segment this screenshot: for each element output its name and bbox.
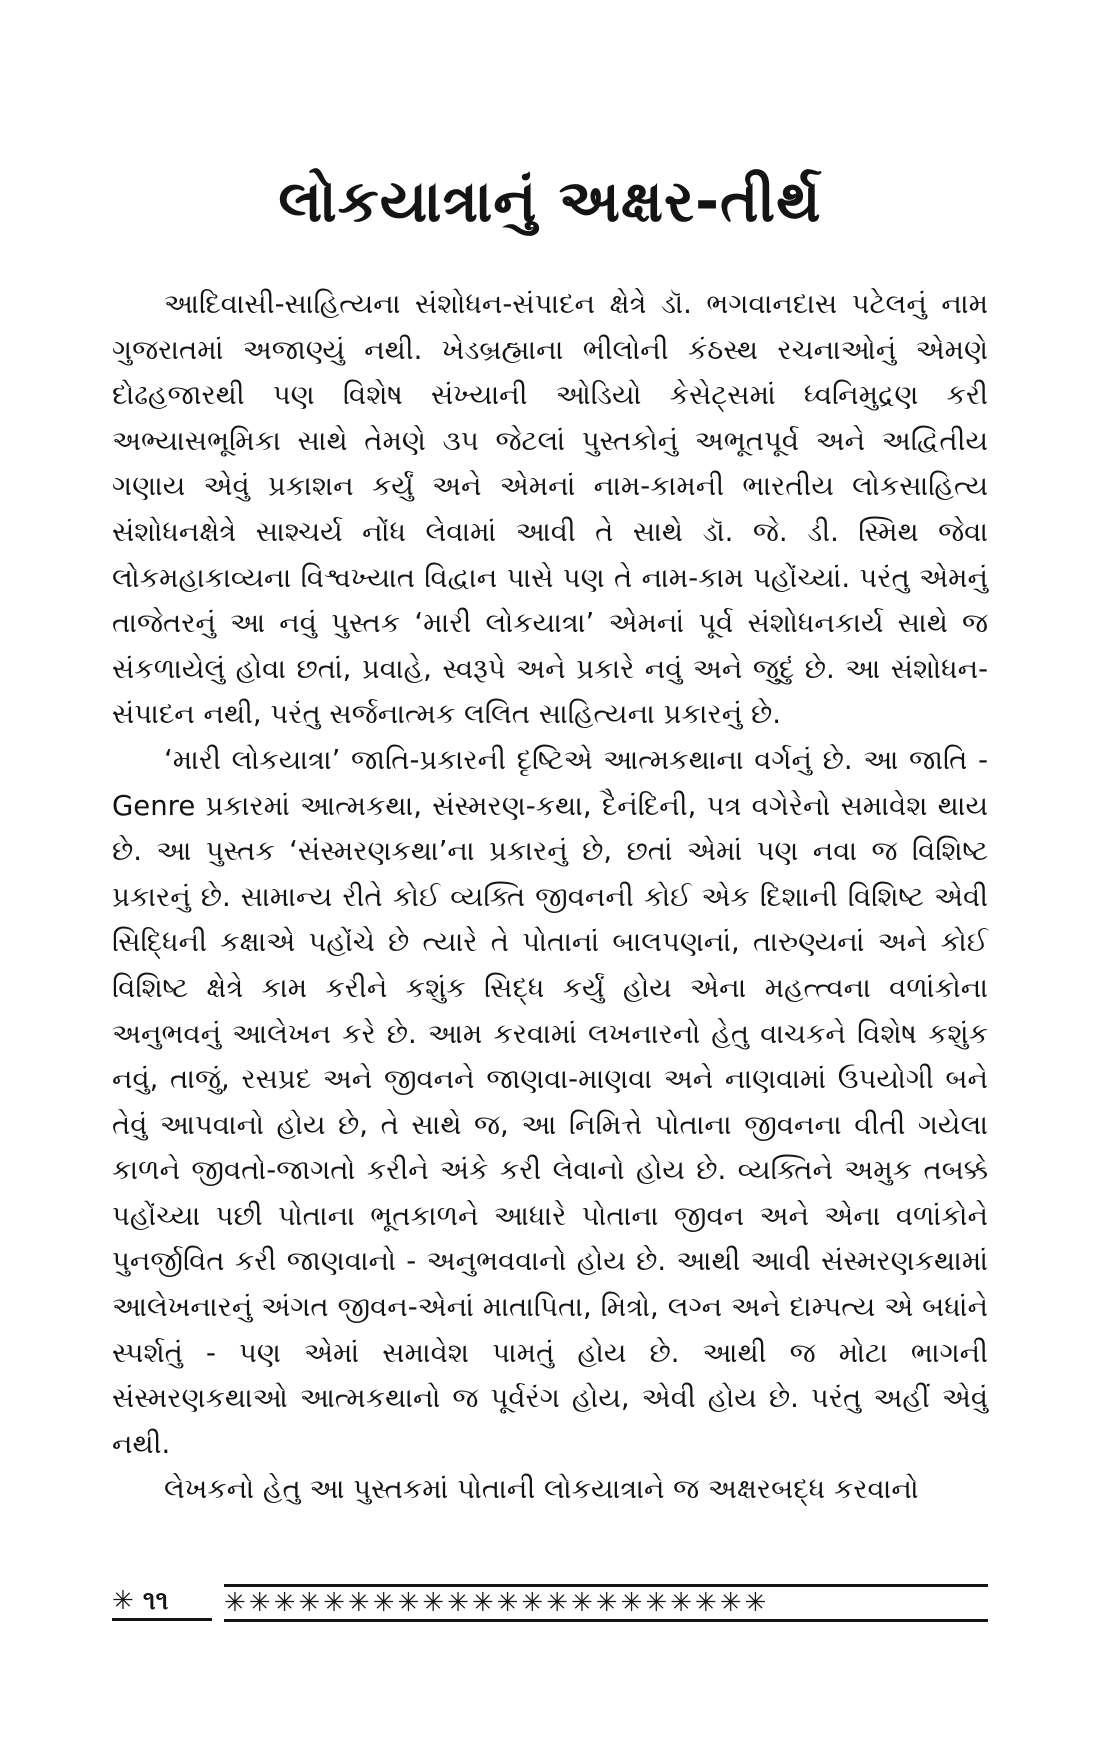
chapter-title: લોકયાત્રાનું અક્ષર-તીર્થ [278, 167, 822, 235]
page-footer [112, 1584, 988, 1624]
paragraph-1: આદિવાસી-સાહિત્યના સંશોધન-સંપાદન ક્ષેત્રે ડૉ. ભગવાનદાસ પટેલનું નામ ગુજરાતમાં અજાણ્યું નથી. ખેડબ્રહ્માના ભીલોની કંઠસ્થ રચનાઓનું એમણે દોઢહજારથી પણ વિશેષ સંખ્યાની ઓડિયો કેસેટ્સમાં ધ્વનિમુદ્રણ કરી અભ્યાસભૂમિકા સાથે તેમણે ૩૫ જેટલાં પુસ્તકોનું અભૂતપૂર્વ અને અદ્વિતીય ગણાય એવું પ્રકાશન કર્યું અને એમનાં નામ-કામની ભારતીય લોકસાહિત્ય સંશોધનક્ષેત્રે સાશ્ચર્ય નોંધ લેવામાં આવી તે સાથે ડૉ. જે. ડી. સ્મિથ જેવા લોકમહાકાવ્યના વિશ્વખ્યાત વિદ્વાન પાસે પણ તે નામ-કામ પહોંચ્યાં. પરંતુ એમનું તાજેતરનું આ નવું પુસ્તક ‘મારી લોકયાત્રા’ એમનાં પૂર્વ સંશોધનકાર્ય સાથે જ સંકળાયેલું હોવા છતાં, પ્રવાહે, સ્વરૂપે અને પ્રકારે નવું અને જુદું છે. આ સંશોધન-સંપાદન નથી, પરંતુ સર્જનાત્મક લલિત સાહિત્યના પ્રકારનું છે. [112, 288, 988, 731]
body-text [112, 282, 988, 1513]
page-number: ✳ ૧૧ [112, 1584, 212, 1621]
paragraph-3: લેખકનો હેતુ આ પુસ્તકમાં પોતાની લોકયાત્રાને જ અક્ષરબદ્ધ કરવાનો [164, 1473, 919, 1506]
footer-ornament-rule: ✳✳✳✳✳✳✳✳✳✳✳✳✳✳✳✳✳✳✳✳✳✳ [224, 1584, 988, 1622]
paragraph-2: ‘મારી લોકયાત્રા’ જાતિ-પ્રકારની દૃષ્ટિએ આત્મકથાના વર્ગનું છે. આ જાતિ - Genre પ્રકારમાં આત્મકથા, સંસ્મરણ-કથા, દૈનંદિની, પત્ર વગેરેનો સમાવેશ થાય છે. આ પુસ્તક ‘સંસ્મરણકથા’ના પ્રકારનું છે, છતાં એમાં પણ નવા જ વિશિષ્ટ પ્રકારનું છે. સામાન્ય રીતે કોઈ વ્યક્તિ જીવનની કોઈ એક દિશાની વિશિષ્ટ એવી સિદ્ધિની કક્ષાએ પહોંચે છે ત્યારે તે પોતાનાં બાલપણનાં, તારુણ્યનાં અને કોઈ વિશિષ્ટ ક્ષેત્રે કામ કરીને કશુંક સિદ્ધ કર્યું હોય એના મહત્ત્વના વળાંકોના અનુભવનું આલેખન કરે છે. આમ કરવામાં લખનારનો હેતુ વાચકને વિશેષ કશુંક નવું, તાજું, રસપ્રદ અને જીવનને જાણવા-માણવા અને નાણવામાં ઉપયોગી બને તેવું આપવાનો હોય છે, તે સાથે જ, આ નિમિત્તે પોતાના જીવનના વીતી ગયેલા કાળને જીવતો-જાગતો કરીને અંકે કરી લેવાનો હોય છે. વ્યક્તિને અમુક તબક્કે પહોંચ્યા પછી પોતાના ભૂતકાળને આધારે પોતાના જીવન અને એના વળાંકોને પુનર્જીવિત કરી જાણવાનો - અનુભવવાનો હોય છે. આથી આવી સંસ્મરણકથામાં આલેખનારનું અંગત જીવન-એનાં માતાપિતા, મિત્રો, લગ્ન અને દામ્પત્ય એ બધાંને સ્પર્શતું - પણ એમાં સમાવેશ પામતું હોય છે. આથી જ મોટા ભાગની સંસ્મરણકથાઓ આત્મકથાનો જ પૂર્વરંગ હોય, એવી હોય છે. પરંતુ અહીં એવું નથી. [112, 743, 988, 1460]
